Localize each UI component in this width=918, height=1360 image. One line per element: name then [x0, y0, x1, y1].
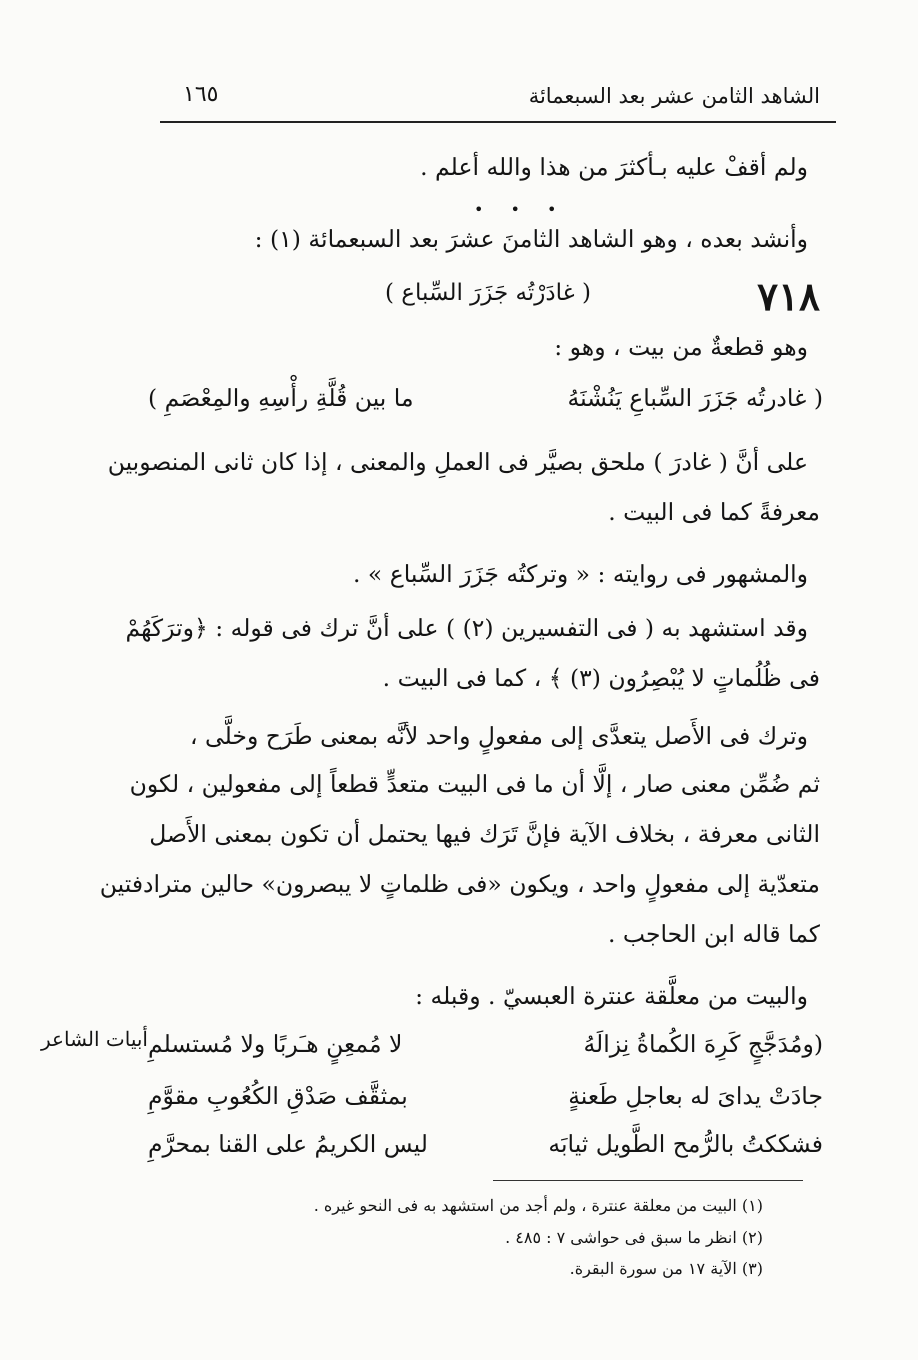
verse-3-left: ليس الكريمُ على القنا بمحرَّمِ	[148, 1130, 428, 1158]
verse-main-left: ما بين قُلَّةِ رأْسِهِ والمِعْصَمِ )	[148, 384, 414, 412]
witness-heading: ( غادَرْتُه جَزَرَ السِّباع )	[385, 280, 591, 306]
text-line-5: معرفةً كما فى البيت .	[608, 498, 820, 526]
margin-label: أبيات الشاعر	[41, 1027, 148, 1051]
verse-1-right: (ومُدَجَّجٍ كَرِهَ الكُماةُ نِزالَهُ	[583, 1030, 823, 1058]
verse-2-right: جادَتْ يداىَ له بعاجلِ طَعنةٍ	[568, 1082, 823, 1110]
text-line-4: على أنَّ ( غادرَ ) ملحق بصيَّر فى العملِ والمعنى ، إذا كان ثانى المنصوبين	[107, 448, 808, 476]
text-line-2: وأنشد بعده ، وهو الشاهد الثامنَ عشرَ بعد السبعمائة (١) :	[254, 225, 808, 253]
verse-3-right: فشككتُ بالرُّمح الطَّويل ثيابَه	[548, 1130, 823, 1158]
text-line-8: فى ظُلُماتٍ لا يُبْصِرُون (٣) ﴾ ، كما فى البيت .	[382, 664, 820, 692]
running-header-title: الشاهد الثامن عشر بعد السبعمائة	[528, 84, 820, 108]
text-line-6: والمشهور فى روايته : « وتركتُه جَزَرَ السِّباع » .	[352, 560, 808, 588]
footnote-1: (١) البيت من معلقة عنترة ، ولم أجد من استشهد به فى النحو غيره .	[313, 1196, 763, 1215]
text-line-1: ولم أقفْ عليه بـأكثرَ من هذا والله أعلم .	[420, 153, 808, 181]
section-dots: • • •	[474, 200, 568, 219]
text-line-12: متعدّية إلى مفعولٍ واحد ، ويكون «فى ظلماتٍ لا يبصرون» حالين مترادفتين	[99, 870, 820, 898]
footnote-3: (٣) الآية ١٧ من سورة البقرة.	[569, 1259, 763, 1278]
text-line-7: وقد استشهد به ( فى التفسيرين (٢) ) على أنَّ ترك فى قوله : ﴿وترَكَهُمْ	[125, 614, 808, 642]
footnote-rule	[493, 1180, 803, 1181]
verse-2-left: بمثقَّف صَدْقِ الكُعُوبِ مقوَّمِ	[148, 1082, 408, 1110]
text-line-10: ثم ضُمِّن معنى صار ، إلَّا أن ما فى البيت متعدٍّ قطعاً إلى مفعولين ، لكون	[129, 770, 820, 798]
text-line-9: وترك فى الأَصل يتعدَّى إلى مفعولٍ واحد لأنَّه بمعنى طَرَح وخلَّى ،	[190, 722, 808, 750]
text-line-13: كما قاله ابن الحاجب .	[607, 920, 820, 948]
text-line-11: الثانى معرفة ، بخلاف الآية فإنَّ تَرَك فيها يحتمل أن تكون بمعنى الأَصل	[149, 820, 820, 848]
header-rule	[160, 121, 836, 123]
verse-1-left: لا مُمعِنٍ هـَربًا ولا مُستسلمِ	[148, 1030, 403, 1058]
text-line-14: والبيت من معلَّقة عنترة العبسيّ . وقبله :	[415, 982, 808, 1010]
text-line-3: وهو قطعةٌ من بيت ، وهو :	[554, 333, 808, 361]
footnote-2: (٢) انظر ما سبق فى حواشى ٧ : ٤٨٥ .	[505, 1228, 763, 1247]
entry-number: ٧١٨	[757, 274, 820, 320]
page-number: ١٦٥	[183, 82, 219, 107]
verse-main-right: ( غادرتُه جَزَرَ السِّباعِ يَنُشْنَهُ	[567, 384, 823, 412]
